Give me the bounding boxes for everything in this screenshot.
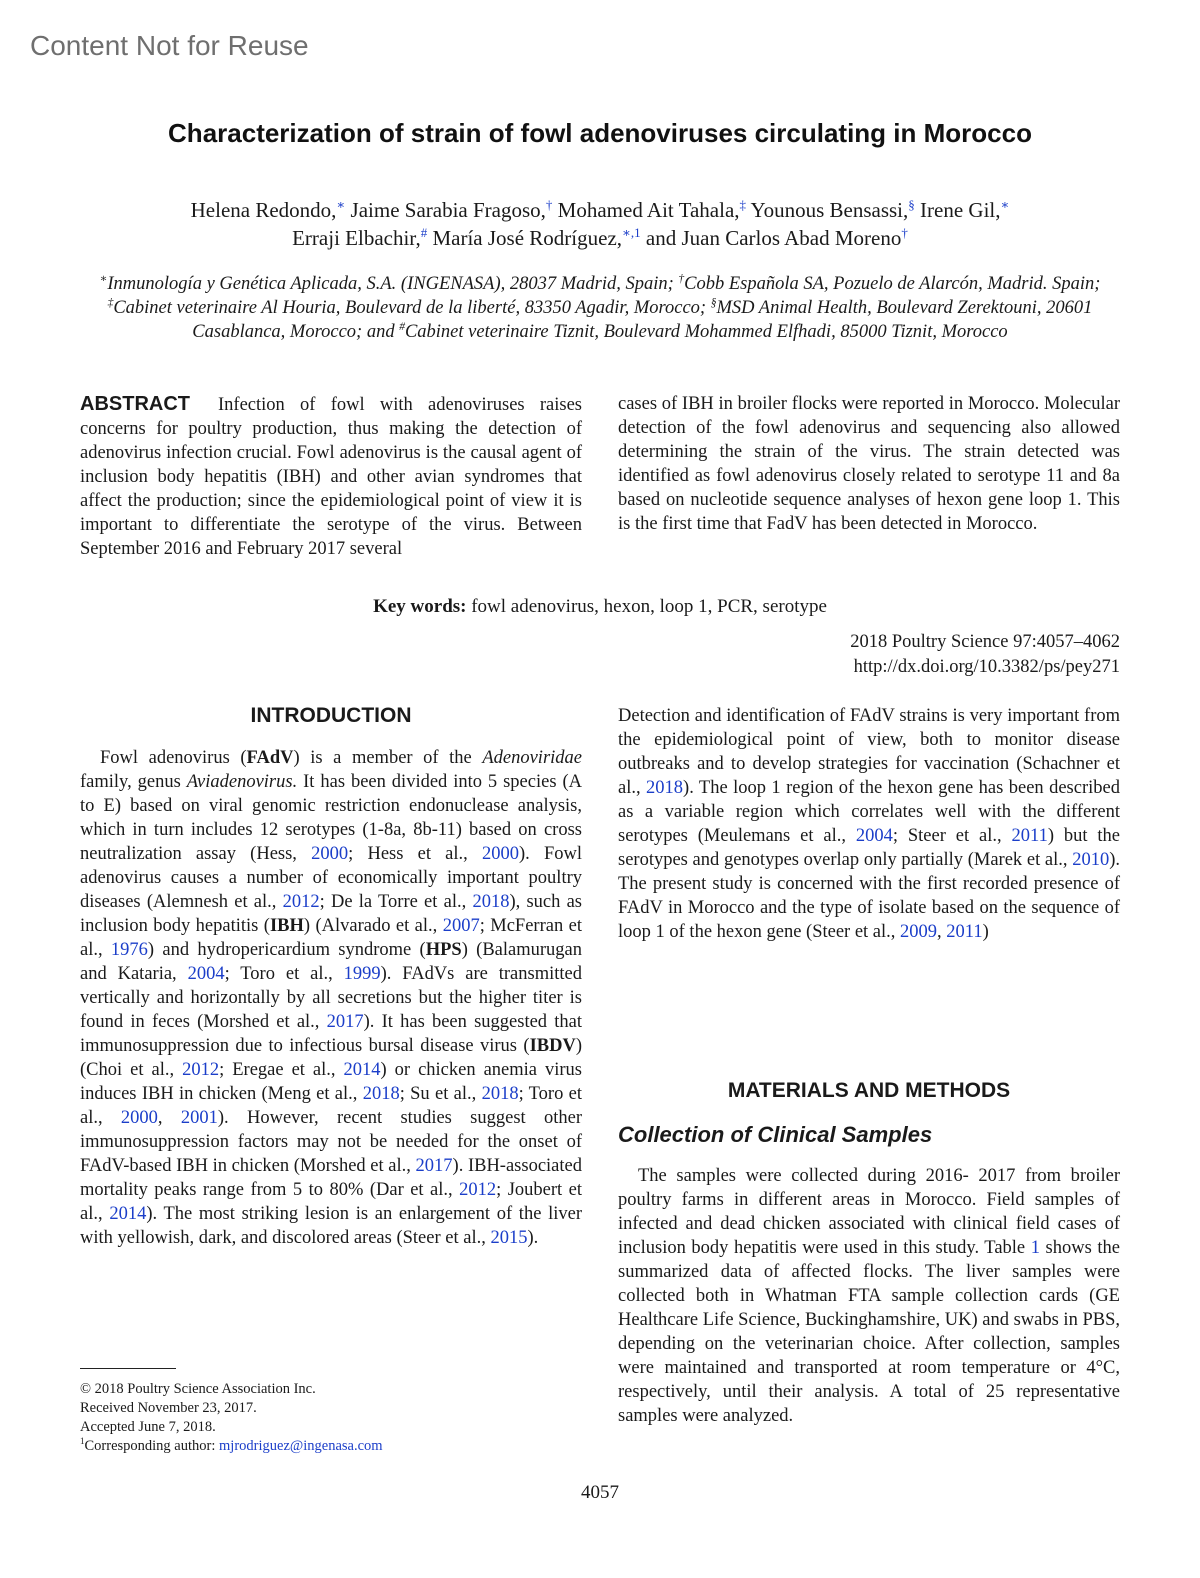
citation-link[interactable]: 2017 bbox=[326, 1012, 364, 1032]
citation-link[interactable]: 2000 bbox=[481, 844, 519, 864]
author-name: Helena Redondo, bbox=[190, 198, 337, 222]
introduction-heading: INTRODUCTION bbox=[250, 704, 412, 727]
citation-link[interactable]: 2000 bbox=[120, 1108, 158, 1128]
methods-heading: MATERIALS AND METHODS bbox=[727, 1079, 1011, 1102]
affiliation-mark: † bbox=[678, 272, 685, 285]
affiliation-text: Cabinet veterinaire Al Houria, Boulevard de la liberté, 83350 Agadir, Morocco; bbox=[113, 298, 711, 318]
citation-link[interactable]: 2004 bbox=[187, 964, 225, 984]
citation-link[interactable]: 2012 bbox=[459, 1180, 497, 1200]
affiliation-mark[interactable]: ‡ bbox=[739, 197, 747, 212]
methods-body: The samples were collected during 2016- 2017 from broiler poultry farms in different areas in Morocco. Field samples of infected and dead chicken associated with clinical field cases of inclusion body hepatitis were used in this study. Table 1 shows the summarized data of affected flocks. The liver samples were collected both in Whatman FTA sample collection cards (GE Healthcare Life Science, Buckinghamshire, UK) and swabs in PBS, depending on the veterinarian choice. After collection, samples were maintained and transported at room temperature or 4°C, respectively, until their analysis. A total of 25 representative samples were analyzed. bbox=[618, 1166, 1120, 1426]
page-number: 4057 bbox=[581, 1482, 619, 1503]
email-link[interactable]: mjrodriguez@ingenasa.com bbox=[219, 1438, 383, 1454]
affiliation-mark[interactable]: ∗ bbox=[1000, 197, 1010, 212]
citation-link[interactable]: 2010 bbox=[1072, 850, 1110, 870]
abstract-text: Infection of fowl with adenoviruses raises concerns for poultry production, thus making the detection of adenovirus infection crucial. Fowl adenovirus is the causal agent of inclusion body hepatitis (IBH) and other avian syndromes that affect the production; since the epidemiological point of view it is important to differentiate the serotype of the virus. Between September 2016 and February 2017 several bbox=[80, 395, 582, 559]
received-date: Received November 23, 2017. bbox=[80, 1400, 257, 1416]
watermark-text: Content Not for Reuse bbox=[30, 30, 309, 61]
journal-reference: 2018 Poultry Science 97:4057–4062 bbox=[850, 632, 1120, 652]
affiliation-mark: ∗ bbox=[99, 272, 108, 285]
abstract-left-column bbox=[80, 392, 582, 561]
accepted-date: Accepted June 7, 2018. bbox=[80, 1419, 216, 1435]
table-link[interactable]: 1 bbox=[1030, 1238, 1040, 1258]
affiliation-mark: # bbox=[399, 320, 405, 333]
citation-link[interactable]: 2007 bbox=[442, 916, 480, 936]
introduction-continued: Detection and identification of FAdV strains is very important from the epidemiological point of view, both to monitor disease outbreaks and to develop strategies for vaccination (Schachner et al., 2018). The loop 1 region of the hexon gene has been described as a variable region which correlates well with the different serotypes (Meulemans et al., 2004; Steer et al., 2011) but the serotypes and genotypes overlap only partially (Marek et al., 2010). The present study is concerned with the first recorded presence of FAdV in Morocco and the type of isolate based on the sequence of loop 1 of the hexon gene (Steer et al., 2009, 2011) bbox=[618, 706, 1121, 942]
citation-link[interactable]: 2012 bbox=[282, 892, 320, 912]
affiliation-mark[interactable]: † bbox=[901, 225, 908, 240]
introduction-body: Fowl adenovirus (FAdV) is a member of the Adenoviridae family, genus Aviadenovirus. It has been divided into 5 species (A to E) based on viral genomic restriction endonuclease analysis, which in turn includes 12 serotypes (1-8a, 8b-11) based on cross neutralization assay (Hess, 2000; Hess et al., 2000). Fowl adenovirus causes a number of economically important poultry diseases (Alemnesh et al., 2012; De la Torre et al., 2018), such as inclusion body hepatitis (IBH) (Alvarado et al., 2007; McFerran et al., 1976) and hydropericardium syndrome (HPS) (Balamurugan and Kataria, 2004; Toro et al., 1999). FAdVs are transmitted vertically and horizontally by all secretions but the higher titer is found in feces (Morshed et al., 2017). It has been suggested that immunosuppression due to infectious bursal disease virus (IBDV) (Choi et al., 2012; Eregae et al., 2014) or chicken anemia virus induces IBH in chicken (Meng et al., 2018; Su et al., 2018; Toro et al., 2000, 2001). However, recent studies suggest other immunosuppression factors may not be needed for the onset of FAdV-based IBH in chicken (Morshed et al., 2017). IBH-associated mortality peaks range from 5 to 80% (Dar et al., 2012; Joubert et al., 2014). The most striking lesion is an enlargement of the liver with yellowish, dark, and discolored areas (Steer et al., 2015). bbox=[80, 748, 583, 1248]
author-list bbox=[80, 196, 1120, 252]
author-name: Mohamed Ait Tahala, bbox=[552, 198, 740, 222]
citation-link[interactable]: 2000 bbox=[311, 844, 349, 864]
citation-link[interactable]: 2018 bbox=[362, 1084, 400, 1104]
author-name: Jaime Sarabia Fragoso, bbox=[345, 198, 546, 222]
citation-link[interactable]: 2014 bbox=[343, 1060, 381, 1080]
abstract-heading: ABSTRACT bbox=[80, 393, 190, 415]
copyright-note: © 2018 Poultry Science Association Inc. bbox=[80, 1381, 316, 1397]
affiliation-mark[interactable]: † bbox=[545, 197, 553, 212]
author-name: Irene Gil, bbox=[914, 198, 1001, 222]
author-name: María José Rodríguez, bbox=[427, 226, 623, 250]
affiliations bbox=[80, 272, 1120, 344]
affiliation-mark: § bbox=[710, 296, 717, 309]
citation-link[interactable]: 2018 bbox=[472, 892, 510, 912]
affiliation-mark: ‡ bbox=[107, 296, 114, 309]
affiliation-mark[interactable]: ∗ bbox=[336, 197, 346, 212]
citation-link[interactable]: 2011 bbox=[946, 922, 983, 942]
citation-link[interactable]: 2014 bbox=[109, 1204, 147, 1224]
affiliation-text: Inmunología y Genética Aplicada, S.A. (INGENASA), 28037 Madrid, Spain; bbox=[107, 274, 679, 294]
corresponding-author: $^1$Corresponding author: mjrodriguez@ingenasa.com bbox=[80, 1436, 383, 1454]
footnotes bbox=[80, 1380, 383, 1456]
citation-link[interactable]: 2015 bbox=[490, 1228, 528, 1248]
doi-link[interactable]: http://dx.doi.org/10.3382/ps/pey271 bbox=[853, 657, 1120, 677]
author-name: Erraji Elbachir, bbox=[292, 226, 421, 250]
footnote-divider bbox=[80, 1368, 176, 1369]
citation-link[interactable]: 2018 bbox=[646, 778, 684, 798]
paper-title: Characterization of strain of fowl adenoviruses circulating in Morocco bbox=[168, 118, 1032, 148]
citation-block bbox=[850, 630, 1120, 680]
citation-link[interactable]: 2004 bbox=[855, 826, 893, 846]
collection-subheading: Collection of Clinical Samples bbox=[618, 1122, 933, 1147]
citation-link[interactable]: 2012 bbox=[182, 1060, 220, 1080]
citation-link[interactable]: 2018 bbox=[481, 1084, 519, 1104]
keywords-label: Key words: bbox=[373, 596, 467, 617]
abstract-right-column: cases of IBH in broiler flocks were reported in Morocco. Molecular detection of the fowl adenovirus and sequencing also allowed determining the strain of the virus. The strain detected was identified as fowl adenovirus closely related to serotype 11 and 8a based on nucleotide sequence analyses of hexon gene loop 1. This is the first time that FadV has been detected in Morocco. bbox=[618, 394, 1120, 534]
citation-link[interactable]: 2009 bbox=[900, 922, 938, 942]
affiliation-text: Cobb Española SA, Pozuelo de Alarcón, Madrid. Spain; bbox=[684, 274, 1101, 294]
keywords bbox=[0, 596, 1200, 618]
citation-link[interactable]: 1976 bbox=[110, 940, 148, 960]
author-name: Younous Bensassi, bbox=[746, 198, 909, 222]
affiliation-text: MSD Animal Health, Boulevard Zerektouni, 20601 Casablanca, Morocco; and bbox=[192, 298, 1093, 342]
affiliation-mark[interactable]: # bbox=[420, 225, 428, 240]
affiliation-mark[interactable]: ∗,1 bbox=[622, 225, 641, 240]
affiliation-text: Cabinet veterinaire Tiznit, Boulevard Mohammed Elfhadi, 85000 Tiznit, Morocco bbox=[404, 322, 1008, 342]
citation-link[interactable]: 2017 bbox=[415, 1156, 453, 1176]
citation-link[interactable]: 1999 bbox=[343, 964, 381, 984]
citation-link[interactable]: 2001 bbox=[180, 1108, 218, 1128]
keywords-text: fowl adenovirus, hexon, loop 1, PCR, serotype bbox=[466, 596, 827, 617]
affiliation-mark[interactable]: § bbox=[908, 197, 915, 212]
author-name: and Juan Carlos Abad Moreno bbox=[640, 226, 902, 250]
citation-link[interactable]: 2011 bbox=[1011, 826, 1048, 846]
